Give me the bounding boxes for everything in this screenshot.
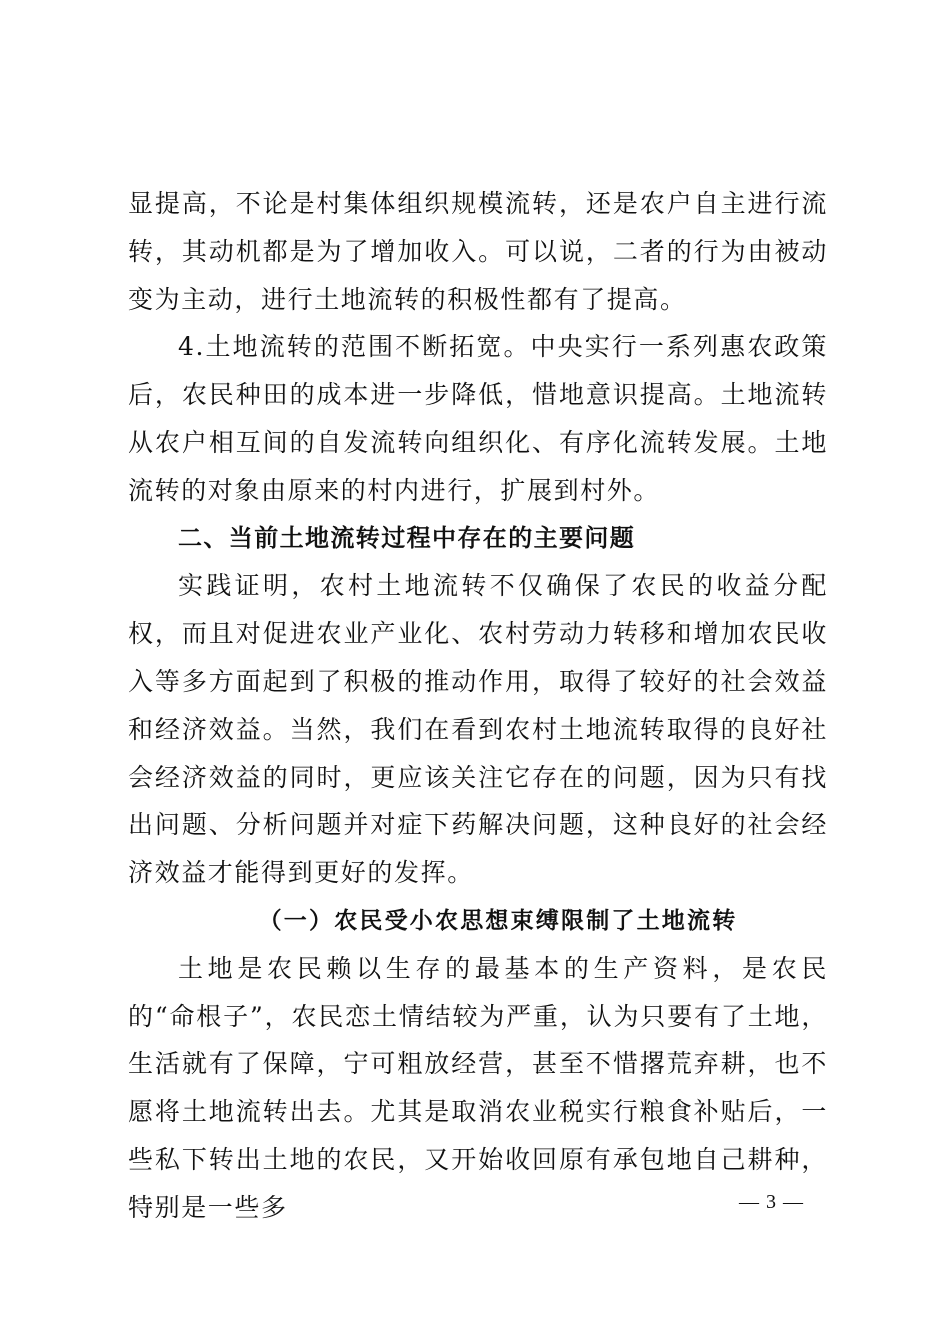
paragraph-continuation: 显提高，不论是村集体组织规模流转，还是农户自主进行流转，其动机都是为了增加收入。可以说，二者的行为由被动变为主动，进行土地流转的积极性都有了提高。 bbox=[128, 189, 828, 314]
page-number: — 3 — bbox=[739, 1191, 804, 1213]
subsection-heading-small-farmer-mindset: （一）农民受小农思想束缚限制了土地流转 bbox=[258, 906, 738, 934]
section-heading-main-problems: 二、当前土地流转过程中存在的主要问题 bbox=[178, 523, 636, 552]
paragraph-land-transfer-scope: 4.土地流转的范围不断拓宽。中央实行一系列惠农政策后，农民种田的成本进一步降低，惜地意识提高。土地流转从农户相互间的自发流转向组织化、有序化流转发展。土地流转的对象由原来的村内进行，扩展到村外。 bbox=[128, 332, 828, 505]
paragraph-land-is-lifeblood: 土地是农民赖以生存的最基本的生产资料，是农民的“命根子”，农民恋土情结较为严重，认为只要有了土地，生活就有了保障，宁可粗放经营，甚至不惜撂荒弃耕，也不愿将土地流转出去。尤其是取消农业税实行粮食补贴后，一些私下转出土地的农民，又开始收回原有承包地自己耕种，特别是一些多 bbox=[128, 953, 828, 1222]
paragraph-practice-proves: 实践证明，农村土地流转不仅确保了农民的收益分配权，而且对促进农业产业化、农村劳动力转移和增加农民收入等多方面起到了积极的推动作用，取得了较好的社会效益和经济效益。当然，我们在看到农村土地流转取得的良好社会经济效益的同时，更应该关注它存在的问题，因为只有找出问题、分析问题并对症下药解决问题，这种良好的社会经济效益才能得到更好的发挥。 bbox=[128, 571, 828, 888]
document-body bbox=[128, 180, 828, 1232]
